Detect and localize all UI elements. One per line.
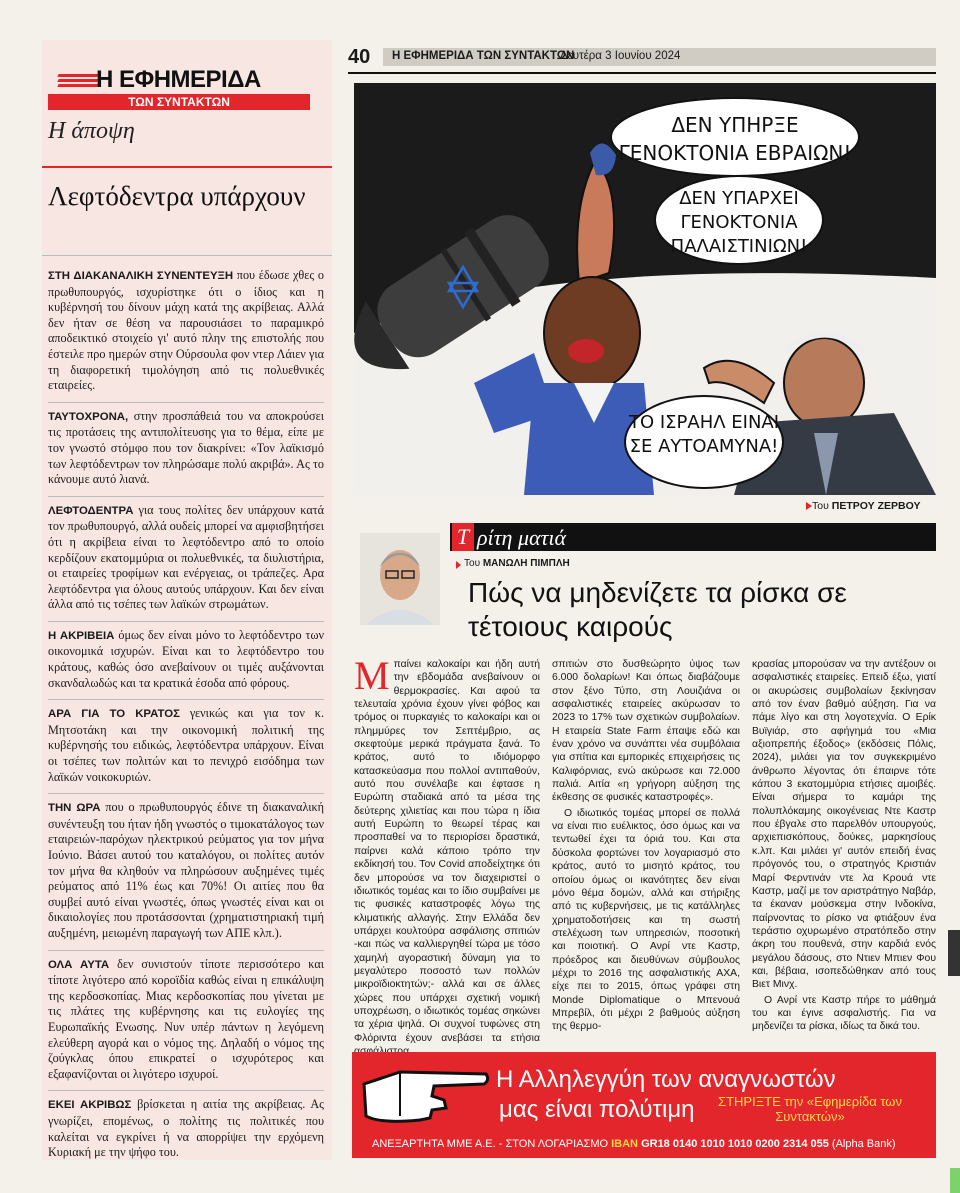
article-paragraph: Ο Ανρί ντε Καστρ πήρε το μάθημά του και έγινε ασφαλιστής. Για να μηδενίζει τα ρίσκα, ιδίως τα δικά του. xyxy=(752,994,936,1033)
speech-bubble-3: ΤΟ ΙΣΡΑΗΛ ΕΙΝΑΙ ΣΕ ΑΥΤΟΑΜΥΝΑ! xyxy=(624,395,784,489)
author-photo xyxy=(360,533,440,625)
editorial-title: Λεφτόδεντρα υπάρχουν xyxy=(48,181,306,211)
article-paragraph: σπιτιών στο δυσθεώρητο ύψος των 6.000 δολαρίων! Και όπως διαβάζουμε στον ξένο Τύπο, στη Λουιζιάνα οι ασφαλιστικές εταιρείες ακύρωσαν το 2023 το 17% των σχετικών συμβολαίων. Η εταιρεία State Farm έπαψε εδώ και έναν χρόνο να συνάπτει νέα συμβόλαια για σπίτια και εμπορικές επιχειρήσεις τις Καλιφόρνιας, ενώ ακύρωσε και 72.000 παλιά. Αιτία «η γρήγορη αύξηση της έκθεσης σε φυσικές καταστροφές». xyxy=(552,659,740,804)
masthead-subtitle: ΤΩΝ ΣΥΝΤΑΚΤΩΝ xyxy=(48,94,310,110)
editorial-paragraph: ΛΕΦΤΟΔΕΝΤΡΑ για τους πολίτες δεν υπάρχουν κατά τον πρωθυπουργό, αλλά ουδείς μπορεί να αμφισβητήσει ότι η ακρίβεια είναι το λεφτόδεντρο από το οποίο κερδίζουν εκατομμύρια οι πολυεθνικές, τα διυλιστήρια, οι εταιρείες τροφίμων και ενέργειας, οι τράπεζες. Αρα λεφτόδεντρα για όλους αυτούς υπάρχουν. Και δεν είναι άλλα από τις τσέπες των λαϊκών στρωμάτων. xyxy=(48,502,324,612)
header-newspaper: Η ΕΦΗΜΕΡΙΔΑ ΤΩΝ ΣΥΝΤΑΚΤΩΝ xyxy=(392,50,575,62)
author-byline: Του ΜΑΝΩΛΗ ΠΙΜΠΛΗ xyxy=(464,558,570,569)
editorial-paragraph: Η ΑΚΡΙΒΕΙΑ όμως δεν είναι μόνο το λεφτόδεντρο των οικονομικά ισχυρών. Είναι και το λεφτόδεντρο του κράτους, καθώς όσο ανεβαίνουν οι τιμές αυξάνονται σκανδαλωδώς και τα κρατικά έσοδα από φόρους. xyxy=(48,627,324,690)
editorial-paragraph: ΤΑΥΤΟΧΡΟΝΑ, στην προσπάθειά του να αποκρούσει τις προτάσεις της αντιπολίτευσης για το θέμα, είπε με τον γνωστό στόμφο που τον διακρίνει: «Τον λαϊκισμό των λεφτόδεντρων τον πληρώσαμε πολύ ακριβά». Ας το κάνουμε αυτό λιανά. xyxy=(48,408,324,487)
ad-bank-details: ΑΝΕΞΑΡΤΗΤΑ ΜΜΕ Α.Ε. - ΣΤΟΝ ΛΟΓΑΡΙΑΣΜΟ IBAN GR18 0140 1010 1010 0200 2314 055 (Alpha Bank) xyxy=(372,1138,896,1150)
article-column-3 xyxy=(752,658,936,1036)
editorial-paragraph: ΑΡΑ ΓΙΑ ΤΟ ΚΡΑΤΟΣ γενικώς και για τον κ. Μητσοτάκη και την οικονομική πολιτική της κυβέρνησής του ειδικώς, λεφτόδεντρα υπάρχουν. Είναι οι τσέπες των πολιτών και το πενιχρό εισόδημα των λαϊκών νοικοκυριών. xyxy=(48,706,324,784)
editorial-paragraph: ΟΛΑ ΑΥΤΑ δεν συνιστούν τίποτε περισσότερο και τίποτε λιγότερο από κοροϊδία καθώς είναι η επικάλυψη της κερδοσκοπίας. Μιας κερδοσκοπίας που γίνεται με τις πλάτες της κυβέρνησης και τις ευλογίες της Ευρωπαϊκής Ενωσης. Νυν υπέρ πάντων η λεγόμενη ελεύθερη αγορά και ο νόμος της. Δηλαδή ο νόμος της ζούγκλας όπου επικρατεί ο ισχυρότερος και εξαφανίζονται οι λιγότερο ισχυροί. xyxy=(48,956,324,1081)
speech-bubble-2: ΔΕΝ ΥΠΑΡΧΕΙ ΓΕΝΟΚΤΟΝΙΑ ΠΑΛΑΙΣΤΙΝΙΩΝ! xyxy=(654,175,824,265)
author-marker-icon xyxy=(456,561,461,569)
header-date: Δευτέρα 3 Ιουνίου 2024 xyxy=(560,50,681,62)
ad-headline: Η Αλληλεγγύη των αναγνωστών xyxy=(496,1066,836,1093)
article-paragraph: κρασίας μπορούσαν να την αντέξουν οι ασφαλιστικές εταιρείες. Επειδ έξω, γιατί οι ακυρώσεις συμβολαίων ξεκίνησαν από τον έναν βαθμό αύξηση. Για να πάμε λίγο και στη λογοτεχνία. Ο Ερίκ Βυϊγιάρ, στο αφήγημά του «Μια αξιοπρεπής έξοδος» (εκδόσεις Πόλις, 2024), μιλάει για τον συγκεκριμένο άνθρωπο λέγοντας ότι έπαιρνε τότε κάπου 3 εκατομμύρια ετήσιες αμοιβές. Είναι σήμερα το καμάρι της πολυπλόκαμης οικογένειας Ντε Καστρ που έβγαλε στο παρελθόν υπουργούς, αρχιεπισκόπους, δούκες, μαρκησίους κ.λπ. Και μιλάει γι' αυτόν επειδή ένας πρόγονός του, ο στρατηγός Κριστιάν Μαρί Φερντινάν ντε λα Κρουά ντε Καστρ, μαζί με τον αριστράτηγο Ναβάρ, τα έκαναν μούσκεμα στην Ινδοκίνα, παίρνοντας το ρίσκο να φτιάξουν ένα τεράστιο οχυρωμένο στρατόπεδο στην άκρη του πουθενά, στην καρδιά ενός μεγάλου δάσους, στο Ντιεν Μπιεν Φου και, βέβαια, ισοπεδώθηκαν από τους Βιετ Μινχ. xyxy=(752,659,936,991)
drop-cap: Μ xyxy=(354,653,390,698)
article-paragraph: Ο ιδιωτικός τομέας μπορεί σε πολλά να είναι πιο ευέλικτος, όσο όμως και να τεντωθεί έχει τα όριά του. Και στα δύσκολα φορτώνει τον λογαριασμό στο κράτος, αυτό το μισητό κράτος, του οποίου όμως οι ικανότητες δεν είναι μόνο θέμα δομών, αλλά και στήριξης από τις κυβερνήσεις, με τις κατάλληλες χρηματοδοτήσεις και τη σωστή στελέχωση των υπηρεσιών, ποσοτική και ποιοτική. Ο Ανρί ντε Καστρ, πρόεδρος και διευθύνων σύμβουλος μέχρι το 2016 της ασφαλιστικής ΑΧΑ, είχε πει το 2015, όπως γράφει στη Monde Diplomatique ο Μπενουά Μπρεβίλ, ότι μέχρι 2 βαθμούς αύξηση της θερμο- xyxy=(552,807,740,1033)
page-edge-mark xyxy=(948,930,960,976)
section-initial: Τ xyxy=(452,523,474,551)
article-column-2 xyxy=(552,658,740,1036)
section-label: Η άποψη xyxy=(48,118,135,144)
author-portrait-icon xyxy=(360,533,440,625)
section-title: ρίτη ματιά xyxy=(477,525,567,550)
article-title: Πώς να μηδενίζετε τα ρίσκα σε τέτοιους καιρούς xyxy=(468,577,847,642)
divider xyxy=(42,255,332,256)
article-column-1 xyxy=(354,653,540,1060)
ad-subheadline: μας είναι πολύτιμη xyxy=(499,1096,695,1123)
article-paragraph: Μπαίνει καλοκαίρι και ήδη αυτή την εβδομάδα ανεβαίνουν οι θερμοκρασίες. Και αφού τα τελευταία χρόνια έχουν γίνει φόβος και τρόμος οι πυρκαγιές το καλοκαίρι και οι πλημμύρες τον Σεπτέμβριο, ας σκεφτούμε μερικά πράγματα ξανά. Το κράτος, αυτό το ιδιόμορφο κατασκεύασμα που πολλοί αντιπαθούν, αυτό που συνέλαβε και έφτασε η Ευρώπη σταδιακά από τα μέσα της δεύτερης χιλιετίας και που τώρα η ίδια αυτή Ευρώπη το θεωρεί τέρας και προσπαθεί να το περιορίσει δραστικά, παίρνει καλά κάποιο τρόπο την εκδίκησή του. Τον Covid αποδείχτηκε ότι δεν μπορούσε να τον διαχειριστεί ο ιδιωτικός τομέας και το ίδιο συμβαίνει με τις φυσικές καταστροφές λόγω της κλιματικής αλλαγής. Στην Ελλάδα δεν υπάρχει κουλτούρα ασφάλισης σπιτιών -και πώς να καλλιεργηθεί τώρα με τόσο χαμηλή αγοραστική δύναμη για το μεγαλύτερο ποσοστό των πολλών μικροϊδιοκτητών;- αλλά και σε άλλες χώρες που υπάρχει σχετική νομική υποχρέωση, ο ιδιωτικός τομέας σηκώνει τα χέρια ψηλά. Οι συχνοί τυφώνες στη Φλόριντα έχουν ανεβάσει τα ετήσια xyxy=(354,653,540,1044)
cartoon xyxy=(354,83,936,495)
masthead-title: Η ΕΦΗΜΕΡΙΔΑ xyxy=(96,66,261,93)
editorial-body xyxy=(48,268,324,1169)
speech-bubble-1: ΔΕΝ ΥΠΗΡΞΕ ΓΕΝΟΚΤΟΝΙΑ ΕΒΡΑΙΩΝ! xyxy=(610,97,860,177)
ad-support-text: ΣΤΗΡΙΞΤΕ την «Εφημερίδα των Συντακτών» xyxy=(718,1094,902,1124)
solidarity-ad xyxy=(352,1052,936,1158)
editorial-column xyxy=(42,40,332,1160)
masthead-stripes xyxy=(58,74,98,90)
cartoon-credit: Του ΠΕΤΡΟΥ ΖΕΡΒΟΥ xyxy=(812,500,921,512)
page-edge-mark xyxy=(950,1168,960,1193)
editorial-paragraph: ΤΗΝ ΩΡΑ που ο πρωθυπουργός έδινε τη διακαναλική συνέντευξη του ήταν ήδη γνωστός ο τιμοκατάλογος των εταιρειών-παρόχων ηλεκτρικού ρεύματος για τον μήνα Ιούνιο. Βάσει αυτού του καταλόγου, οι πολίτες αυτόν τον μήνα θα κληθούν να πληρώσουν αυξημένες τιμές ρεύματος από 11% έως και 70%! Οι αιτίες που θα συμβεί αυτό είναι γνωστές, όπως γνωστές είναι και οι δικαιολογίες που προτάσσονται (χρηματιστηριακή τιμή αυξημένη, μειωμένη παραγωγή των ΑΠΕ κλπ.). xyxy=(48,800,324,940)
divider xyxy=(42,166,332,168)
editorial-paragraph: ΣΤΗ ΔΙΑΚΑΝΑΛΙΚΗ ΣΥΝΕΝΤΕΥΞΗ που έδωσε χθες ο πρωθυπουργός, ισχυρίστηκε ότι ο ίδιος και η κυβέρνησή του δίνουν μάχη κατά της ακρίβειας. Αλλά δεν ήταν σε θέση να παρουσιάσει το παραμικρό αποδεικτικό στοιχείο γι' αυτό πλην της επιστολής που έστειλε προ ημερών στην Ούρσουλα φον ντερ Λάιεν για τη διαφορετική τιμολόγηση από τις πολυεθνικές εταιρείες. xyxy=(48,268,324,393)
page-number: 40 xyxy=(348,46,371,68)
divider xyxy=(348,72,936,74)
editorial-paragraph: ΕΚΕΙ ΑΚΡΙΒΩΣ βρίσκεται η αιτία της ακρίβειας. Ας γνωρίζει, επομένως, ο πολίτης τις πολιτικές που καλείται να εγκρίνει ή να απορρίψει την ερχόμενη Κυριακή με την ψήφο του. xyxy=(48,1097,324,1160)
pointing-hand-icon xyxy=(360,1058,490,1138)
